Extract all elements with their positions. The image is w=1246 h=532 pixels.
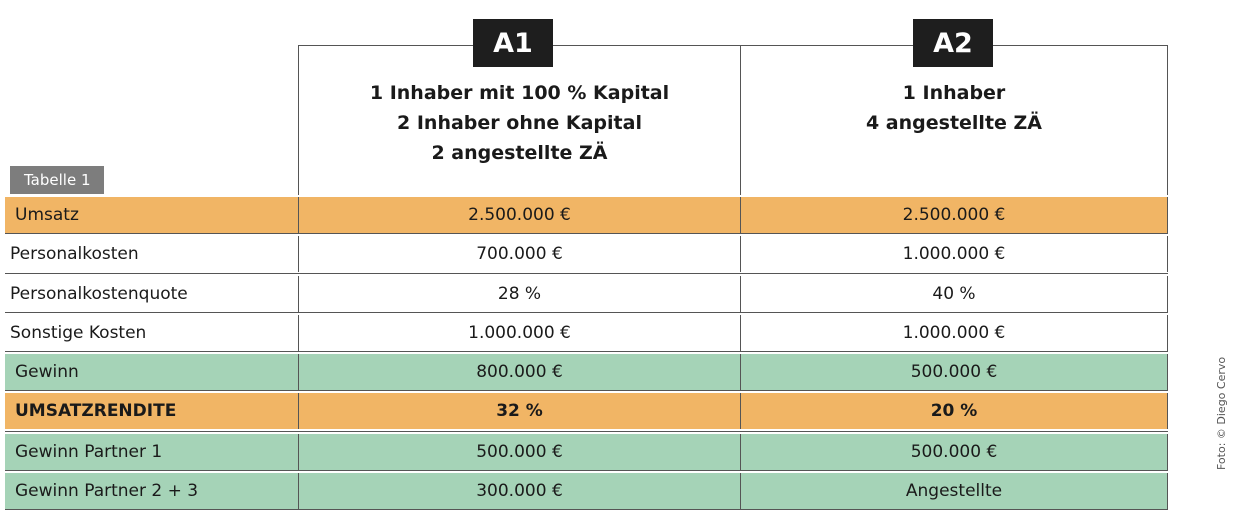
desc-line: 1 Inhaber mit 100 % Kapital bbox=[369, 82, 670, 104]
photo-credit: Foto: © Diego Cervo bbox=[1215, 356, 1228, 470]
table-row bbox=[5, 315, 1168, 351]
cell-a1: 28 % bbox=[298, 276, 740, 312]
cell-a2: 500.000 € bbox=[740, 354, 1168, 390]
row-label: Sonstige Kosten bbox=[10, 323, 147, 343]
badge-a2: A2 bbox=[913, 19, 993, 67]
cell-a2: 500.000 € bbox=[740, 434, 1168, 470]
cell-a2: Angestellte bbox=[740, 473, 1168, 509]
column-description-a1 bbox=[298, 78, 741, 168]
cell-a1: 300.000 € bbox=[298, 473, 740, 509]
table-row bbox=[5, 393, 1168, 429]
cell-a1: 2.500.000 € bbox=[298, 197, 740, 233]
table-row bbox=[5, 354, 1168, 390]
cell-a2: 20 % bbox=[740, 393, 1168, 429]
cell-a2: 1.000.000 € bbox=[740, 315, 1168, 351]
desc-line: 4 angestellte ZÄ bbox=[865, 112, 1043, 134]
column-description-a2 bbox=[740, 78, 1168, 138]
table-row bbox=[5, 236, 1168, 272]
cell-a1: 700.000 € bbox=[298, 236, 740, 272]
table-row bbox=[5, 276, 1168, 312]
cell-a1: 32 % bbox=[298, 393, 740, 429]
table-row bbox=[5, 197, 1168, 233]
desc-line: 1 Inhaber bbox=[902, 82, 1006, 104]
desc-line: 2 angestellte ZÄ bbox=[431, 142, 608, 164]
cell-a1: 1.000.000 € bbox=[298, 315, 740, 351]
row-label: Gewinn Partner 1 bbox=[15, 442, 163, 462]
table-row bbox=[5, 434, 1168, 470]
table-row bbox=[5, 473, 1168, 509]
row-label: Personalkosten bbox=[10, 244, 139, 264]
row-label: Personalkostenquote bbox=[10, 284, 188, 304]
row-label: Umsatz bbox=[15, 205, 79, 225]
desc-line: 2 Inhaber ohne Kapital bbox=[397, 112, 642, 134]
row-label: Gewinn Partner 2 + 3 bbox=[15, 481, 199, 501]
badge-a1: A1 bbox=[473, 19, 553, 67]
cell-a1: 800.000 € bbox=[298, 354, 740, 390]
table-label: Tabelle 1 bbox=[10, 166, 104, 194]
cell-a1: 500.000 € bbox=[298, 434, 740, 470]
row-label: Gewinn bbox=[15, 362, 79, 382]
cell-a2: 1.000.000 € bbox=[740, 236, 1168, 272]
cell-a2: 40 % bbox=[740, 276, 1168, 312]
cell-a2: 2.500.000 € bbox=[740, 197, 1168, 233]
row-label: UMSATZRENDITE bbox=[15, 401, 177, 421]
